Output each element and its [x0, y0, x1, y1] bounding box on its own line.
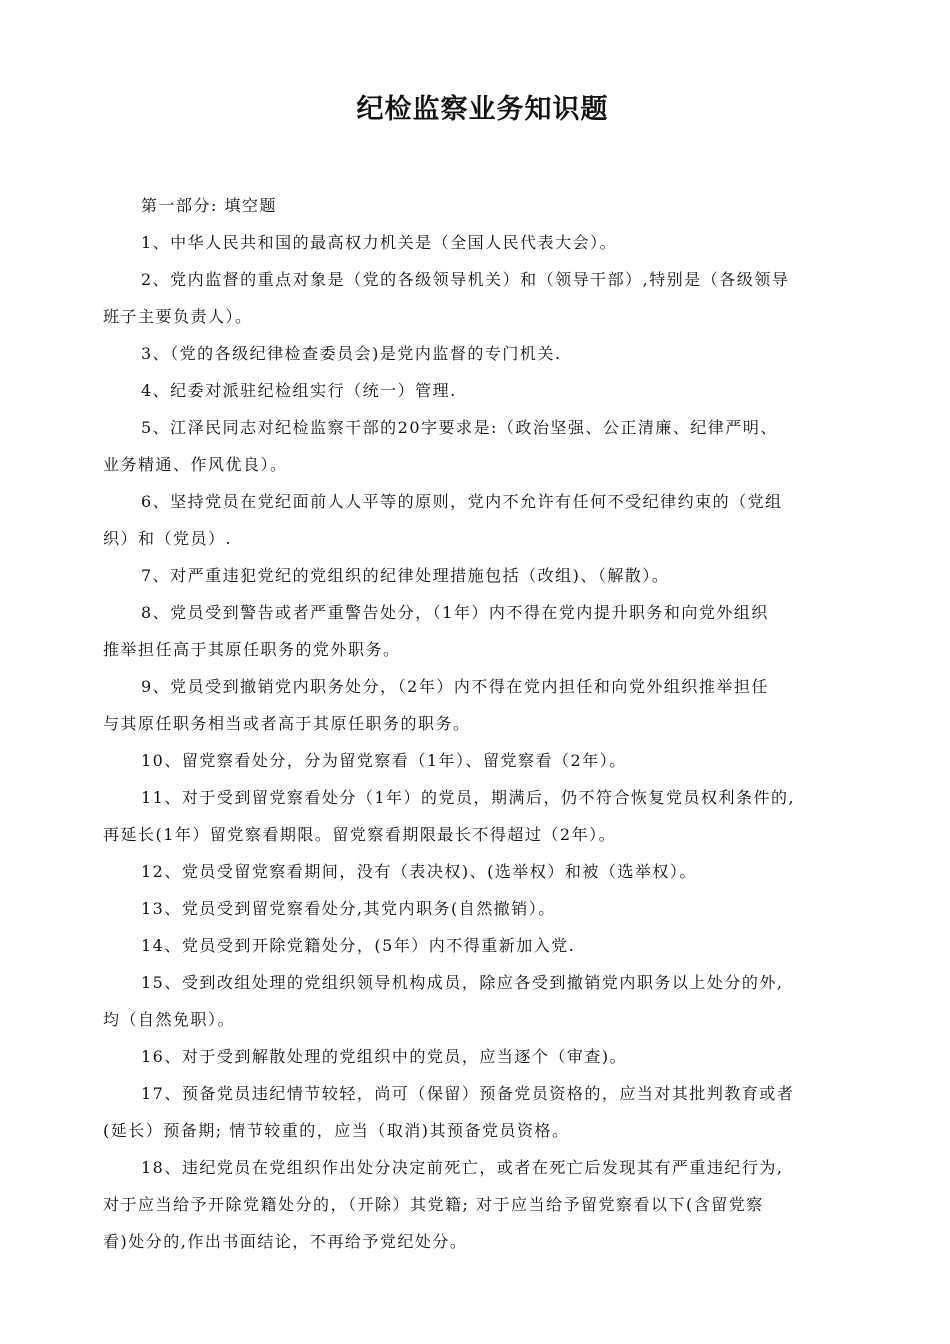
question-line: 10、留党察看处分，分为留党察看（1年）、留党察看（2年）。	[141, 751, 627, 770]
question-item	[103, 1046, 850, 1068]
question-line: 16、对于受到解散处理的党组织中的党员，应当逐个（审查)。	[141, 1047, 628, 1066]
question-line: 7、对严重违犯党纪的党组织的纪律处理措施包括（改组)、（解散）。	[141, 566, 670, 585]
question-line: 再延长(1年）留党察看期限。留党察看期限最长不得超过（2年）。	[103, 825, 617, 844]
question-line: 3、（党的各级纪律检查委员会)是党内监督的专门机关.	[141, 344, 562, 363]
question-line: 对于应当给予开除党籍处分的，（开除）其党籍; 对于应当给予留党察看以下(含留党察	[103, 1195, 764, 1214]
question-item	[103, 935, 850, 957]
question-line: 14、党员受到开除党籍处分，(5年）内不得重新加入党.	[141, 936, 576, 955]
document-title: 纪检监察业务知识题	[356, 94, 609, 125]
question-item	[103, 343, 850, 365]
question-line: 4、纪委对派驻纪检组实行（统一）管理.	[141, 381, 457, 400]
question-line: 6、坚持党员在党纪面前人人平等的原则，党内不允许有任何不受纪律约束的（党组	[141, 492, 783, 511]
question-item	[103, 787, 850, 846]
question-item	[103, 232, 850, 254]
question-line: 均（自然免职）。	[103, 1010, 236, 1029]
question-line: 业务精通、作风优良）。	[103, 455, 288, 474]
question-line: 13、党员受到留党察看处分,其党内职务(自然撤销）。	[141, 899, 556, 918]
question-item	[103, 898, 850, 920]
question-line: 9、党员受到撤销党内职务处分，（2年）内不得在党内担任和向党外组织推举担任	[141, 677, 769, 696]
question-line: 8、党员受到警告或者严重警告处分，（1年）内不得在党内提升职务和向党外组织	[141, 603, 769, 622]
question-item	[103, 1157, 850, 1253]
question-line: (延长）预备期; 情节较重的，应当（取消)其预备党员资格。	[103, 1121, 570, 1140]
question-line: 17、预备党员违纪情节较轻，尚可（保留）预备党员资格的，应当对其批判教育或者	[141, 1084, 795, 1103]
question-item	[103, 565, 850, 587]
question-line: 班子主要负责人）。	[103, 307, 253, 326]
question-list	[103, 232, 850, 1253]
question-item	[103, 861, 850, 883]
question-line: 5、江泽民同志对纪检监察干部的20字要求是:（政治坚强、公正清廉、纪律严明、	[141, 418, 778, 437]
question-item	[103, 602, 850, 661]
question-line: 看)处分的,作出书面结论，不再给予党纪处分。	[103, 1232, 468, 1251]
question-item	[103, 1083, 850, 1142]
question-line: 18、违纪党员在党组织作出处分决定前死亡，或者在死亡后发现其有严重违纪行为,	[141, 1158, 784, 1177]
question-item	[103, 417, 850, 476]
question-line: 1、中华人民共和国的最高权力机关是（全国人民代表大会）。	[141, 233, 618, 252]
question-line: 15、受到改组处理的党组织领导机构成员，除应各受到撤销党内职务以上处分的外,	[141, 973, 784, 992]
question-line: 织）和（党员）.	[103, 529, 233, 548]
question-item	[103, 676, 850, 735]
question-line: 与其原任职务相当或者高于其原任职务的职务。	[103, 714, 471, 733]
question-item	[103, 491, 850, 550]
section-heading: 第一部分: 填空题	[141, 196, 277, 215]
question-item	[103, 269, 850, 328]
question-line: 2、党内监督的重点对象是（党的各级领导机关）和（领导干部）,特别是（各级领导	[141, 270, 790, 289]
question-line: 11、对于受到留党察看处分（1年）的党员，期满后，仍不符合恢复党员权利条件的,	[141, 788, 796, 807]
question-line: 12、党员受留党察看期间，没有（表决权)、(选举权）和被（选举权）。	[141, 862, 697, 881]
question-item	[103, 380, 850, 402]
question-item	[103, 750, 850, 772]
question-line: 推举担任高于其原任职务的党外职务。	[103, 640, 401, 659]
question-item	[103, 972, 850, 1031]
